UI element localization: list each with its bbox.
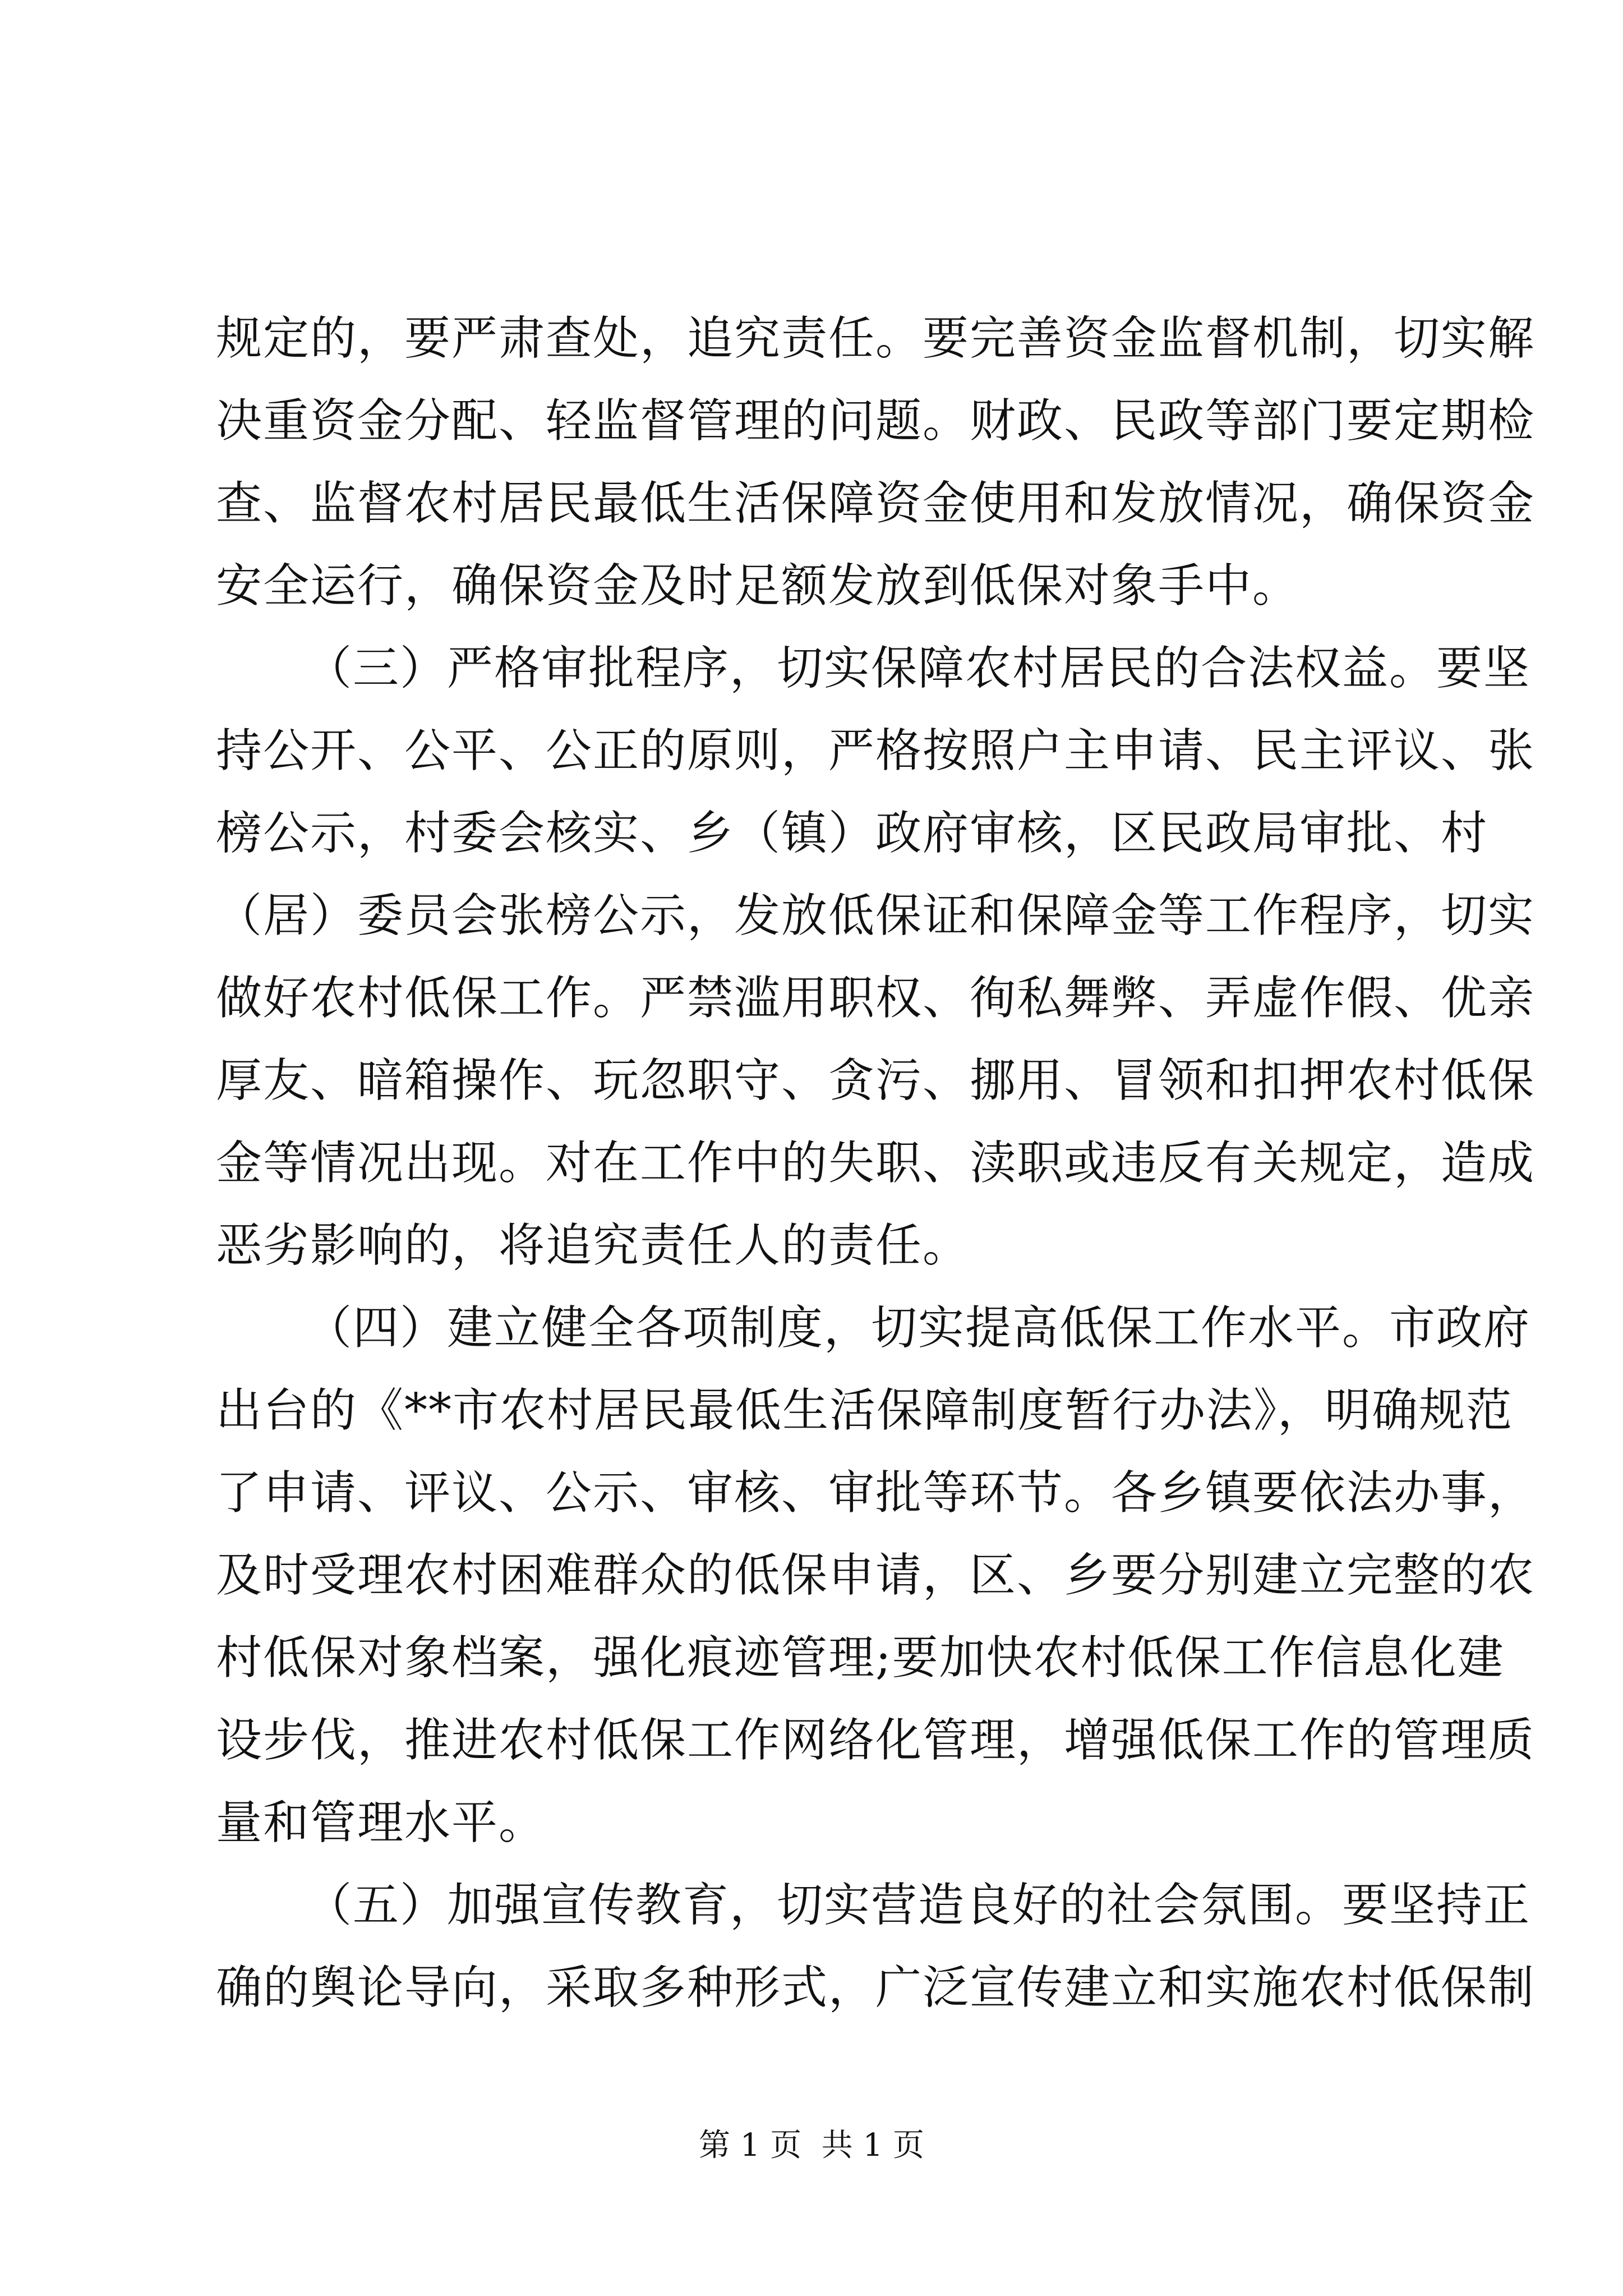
text-line: 持公开、公平、公正的原则，严格按照户主申请、民主评议、张: [216, 724, 1536, 777]
text-line: 量和管理水平。: [216, 1796, 546, 1849]
page-footer: [0, 2126, 1623, 2165]
document-body: [216, 297, 1536, 2029]
text-line: 榜公示，村委会核实、乡（镇）政府审核，区民政局审批、村: [216, 807, 1488, 860]
text-line: （居）委员会张榜公示，发放低保证和保障金等工作程序，切实: [216, 889, 1536, 942]
section-heading-line: （四）建立健全各项制度，切实提高低保工作水平。市政府: [306, 1301, 1531, 1355]
text-line: 查、监督农村居民最低生活保障资金使用和发放情况，确保资金: [216, 477, 1536, 530]
section-heading-line: （五）加强宣传教育，切实营造良好的社会氛围。要坚持正: [306, 1879, 1531, 1932]
text-line: 决重资金分配、轻监督管理的问题。财政、民政等部门要定期检: [216, 394, 1536, 448]
text-line: 了申请、评议、公示、审核、审批等环节。各乡镇要依法办事，: [216, 1466, 1536, 1520]
text-line: 金等情况出现。对在工作中的失职、渎职或违反有关规定，造成: [216, 1137, 1536, 1190]
text-line: 安全运行，确保资金及时足额发放到低保对象手中。: [216, 559, 1300, 613]
text-line: 规定的，要严肃查处，追究责任。要完善资金监督机制，切实解: [216, 312, 1536, 365]
text-line: 做好农村低保工作。严禁滥用职权、徇私舞弊、弄虚作假、优亲: [216, 972, 1536, 1025]
text-line: 出台的《**市农村居民最低生活保障制度暂行办法》，明确规范: [216, 1384, 1514, 1437]
section-heading-line: （三）严格审批程序，切实保障农村居民的合法权益。要坚: [306, 642, 1531, 695]
text-line: 设步伐，推进农村低保工作网络化管理，增强低保工作的管理质: [216, 1714, 1536, 1767]
page-number: 第 1 页 共 1 页: [698, 2127, 925, 2164]
text-line: 确的舆论导向，采取多种形式，广泛宣传建立和实施农村低保制: [216, 1961, 1536, 2014]
text-line: 及时受理农村困难群众的低保申请，区、乡要分别建立完整的农: [216, 1549, 1536, 1602]
text-line: 村低保对象档案，强化痕迹管理;要加快农村低保工作信息化建: [216, 1631, 1505, 1685]
text-line: 恶劣影响的，将追究责任人的责任。: [216, 1219, 970, 1272]
text-line: 厚友、暗箱操作、玩忽职守、贪污、挪用、冒领和扣押农村低保: [216, 1054, 1536, 1107]
